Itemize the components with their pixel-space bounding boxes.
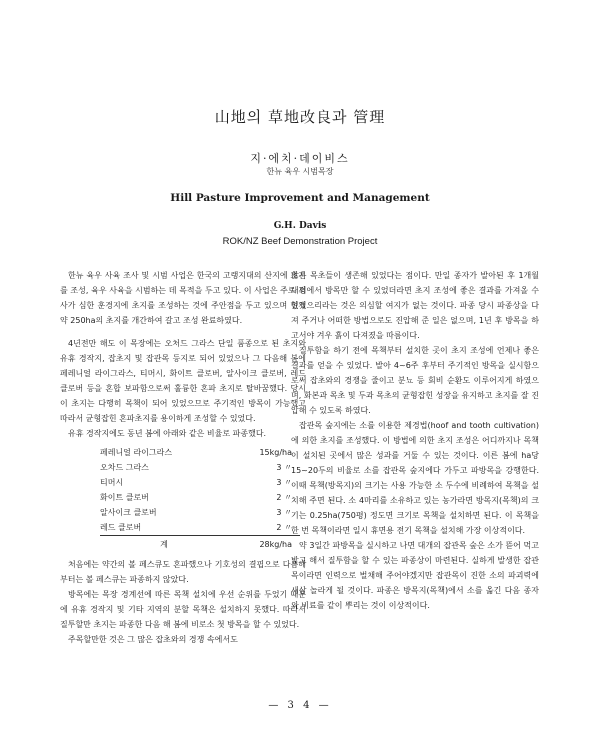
author-english: G.H. Davis [273, 221, 327, 231]
table-row [100, 490, 300, 505]
total-label: 계 [100, 536, 228, 554]
seed-rate: 2 〃 [276, 523, 292, 532]
paragraph: 주목할만한 것은 그 많은 잡초와의 경쟁 속에서도 [68, 635, 238, 644]
paragraph: 한뉴 육우 사육 조사 및 시범 사업은 한국의 고랭지대의 산지에 초지를 조성, 육우 사육을 시범하는 데 목적을 두고 있다. 이 사업은 주로 경사가 심한 훈경지에 초지를 조성하는 것에 주안점을 두고 있으며 현재 약 250ha의 초지를 개간하여 갈고 조성 완료하였다. [60, 271, 306, 325]
table-row [100, 460, 300, 475]
seed-name: 레드 클로버 [100, 523, 142, 532]
affiliation-korean: 한뉴 육우 시범목장 [266, 167, 334, 176]
seed-rate: 2 〃 [276, 493, 292, 502]
seed-name: 알사이크 클로버 [100, 508, 157, 517]
english-title: Hill Pasture Improvement and Management [170, 192, 430, 204]
paragraph: 잡관목 숲지에는 소를 이용한 제경법(hoof and tooth cultivation)에 의한 초지를 조성했다. 이 방법에 의한 초지 조성은 어디까지나 목책이 설치된 곳에서 많은 성과를 거둘 수 있는 것이다. 이른 봄에 ha당 15~20두의 비율로 소를 잡관목 숲지에다 가두고 파방목을 강행한다. 이때 목책(방목지)의 크기는 사용 가능한 소 두수에 비례하여 목책을 설치해 주면 된다. 소 4마리를 소유하고 있는 농가라면 방목지(목책)의 크기는 0.25ha(750평) 정도면 크기로 목책을 설치하면 된다. 이 목책을 한 번 목책이라면 일시 휴면용 전기 목책을 설치해 가장 이상적이다. [291, 421, 539, 535]
seed-name: 티머시 [100, 478, 124, 487]
author-korean: 지·에치·데이비스 [250, 152, 350, 165]
seed-rate: 3 〃 [276, 463, 292, 472]
paragraph: 유휴 경작지에도 동년 봄에 아래와 같은 비율로 파종했다. [68, 429, 267, 438]
seed-rate: 15kg/ha [259, 448, 292, 457]
seed-name: 오차드 그라스 [100, 463, 149, 472]
right-column [291, 268, 539, 613]
seed-rate: 3 〃 [276, 508, 292, 517]
table-row [100, 505, 300, 520]
table-row [100, 445, 300, 460]
page-title: 山地의 草地改良과 管理 [214, 108, 386, 126]
page-number: — 3 4 — [268, 700, 332, 711]
table-total-row [100, 536, 300, 554]
paragraph: 방목에는 목장 경계선에 따른 목책 설치에 우선 순위를 두었기 때문에 유휴 경작지 및 기타 지역의 분할 목책은 설치하지 못했다. 따라서 질투할만 초지는 파종한 다음 해 봄에 비로소 첫 방목을 할 수 있었다. [60, 590, 306, 629]
affiliation-english: ROK/NZ Beef Demonstration Project [222, 236, 378, 247]
paragraph: 처음에는 약간의 볼 페스큐도 혼파했으나 기호성의 결핍으로 다음해부터는 볼 페스큐는 파종하지 않았다. [60, 560, 306, 584]
paragraph: 4년전만 해도 이 목장에는 오처드 그라스 단일 품종으로 된 초지와 유휴 경작지, 잡초지 및 잡관목 등지로 되어 있었으나 그 다음해 봄에 페레니얼 라이그라스, 티머시, 화이트 클로버, 알사이크 클로버, 레드 클로버 등을 혼합 보파함으로써 훌륭한 혼파 초지로 탈바꿈했다. 당시 이 초지는 다행히 목책이 되어 있었으므로 주기적인 방목이 가능했고 따라서 균형잡힌 혼파초지를 용이하게 조성할 수 있었다. [60, 339, 306, 423]
paragraph: 많은 목초들이 생존해 있었다는 점이다. 만일 종자가 발아된 후 1개월 내외에서 방목만 할 수 있었더라면 초지 조성에 좋은 결과를 가져올 수 있었으리라는 것은 의심할 여지가 없는 것이다. 파종 당시 파종상을 다져 주거나 어떠한 방법으로도 진압해 준 일은 없으며, 1년 후 방목을 하고서야 겨우 흙이 다져졌을 따름이다. [291, 271, 539, 340]
seed-rate-table [100, 445, 300, 553]
seed-name: 페레니얼 라이그라스 [100, 448, 173, 457]
seed-name: 화이트 클로버 [100, 493, 149, 502]
paragraph: 약 3일간 파방목을 실시하고 나면 대개의 잡관목 숲은 소가 뜯어 먹고 밟고 해서 질투함을 할 수 있는 파종상이 마련된다. 실하게 발생한 잡관목이라면 인력으로 벌채해 주어야겠지만 잡관목이 진한 소의 파괴력에 새삼 놀라게 될 것이다. 파종은 방목지(목책)에서 소를 옮긴 다음 종자와 비료를 같이 뿌리는 것이 이상적이다. [291, 541, 539, 610]
paragraph: 질투함을 하기 전에 목책부터 설치한 곳이 초지 조성에 언제나 좋은 결과를 얻을 수 있었다. 발아 4~6주 후부터 주기적인 방목을 실시함으로써 잡초와의 경쟁을 줄이고 분뇨 등 회비 순환도 이루어지게 하였으며, 화본과 목초 및 두과 목초의 균형잡힌 성장을 유지하고 초지를 잘 진압해 수 있도록 하였다. [291, 346, 539, 415]
table-row [100, 520, 300, 536]
seed-rate: 3 〃 [276, 478, 292, 487]
left-column [60, 268, 306, 647]
table-row [100, 475, 300, 490]
total-rate: 28kg/ha [228, 536, 300, 554]
